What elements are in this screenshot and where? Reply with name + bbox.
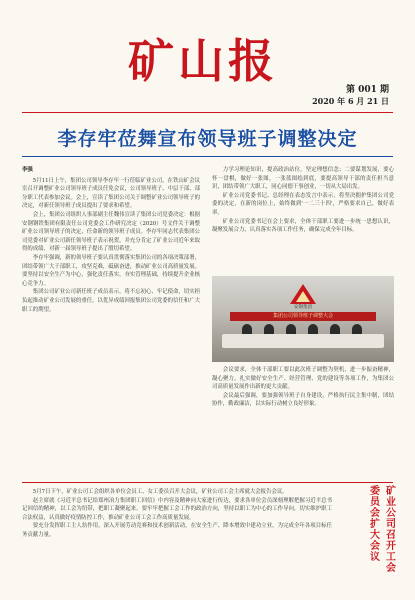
- company-logo-icon: [288, 282, 318, 306]
- photo-banner-text: 集团公司领导班子调整大会: [272, 313, 333, 319]
- paragraph: 矿业公司党委书记、总经理在表态发言中表示，将坚决拥护集团公司党委的决定，在新的岗位上，始终做到'一二三十四'，严格要求自己，做好表率。: [212, 192, 394, 216]
- article-right-column: [212, 166, 394, 274]
- article-byline: 李强: [22, 167, 33, 173]
- bottom-article: [22, 488, 332, 596]
- masthead: [0, 0, 415, 120]
- paragraph: 会议最后强调，要加强领导班子自身建设，严格执行民主集中制，团结协作，勤政廉洁，以实际行动树立良好形象。: [212, 392, 394, 408]
- bottom-article-vertical-title: [339, 486, 397, 598]
- vertical-title-column: 矿 业 公 司 召 开 工 会: [386, 486, 396, 574]
- masthead-rule: [22, 112, 393, 113]
- paragraph: 要充分发挥职工主人翁作用，深入开展劳动竞赛和技术创新活动，在安全生产、降本增效中建功立业，为完成全年各项目标任务贡献力量。: [22, 523, 332, 538]
- meeting-photo: [212, 276, 394, 362]
- paragraph: 李存牢强调，新的领导班子要认真贯彻落实集团公司的各项决策部署，团结带领广大干部职工，攻坚克难，砥砺奋进，推动矿业公司高质量发展。要坚持以安全生产为中心，强化责任落实，夯实管理基础，持续提升企业核心竞争力。: [22, 254, 200, 287]
- article-left-column: [22, 166, 200, 474]
- article-headline: 李存牢莅舞宣布领导班子调整决定: [57, 128, 358, 150]
- paragraph: 力学习理论知识，提高政治站位，坚定理想信念；二要谋划发展，要心怀一盘棋，做好一张图，一张蓝图绘到底，要提高领导干部的责任担当意识，团结带领广大职工，同心同德干事创业，一切从大局出发。: [212, 167, 394, 191]
- article-right-column-lower: [212, 366, 394, 476]
- paragraph: 会议要求，全体干部职工要以此次班子调整为契机，进一步振奋精神，凝心聚力，扎实做好安全生产、经营管理、党的建设等各项工作，为集团公司高质量发展作出新的更大贡献。: [212, 367, 394, 391]
- headline-rule: [22, 156, 393, 157]
- vertical-title-column: 委 员 会 扩 大 会 议: [370, 486, 380, 563]
- issue-date: 2020 年 6 月 21 日: [312, 96, 389, 106]
- section-divider: [22, 482, 393, 483]
- paragraph: 矿业公司党委书记在会上要求，全体干部职工要进一步统一思想认识，凝聚发展合力，认真落实各项工作任务，确保完成全年目标。: [212, 218, 394, 234]
- paragraph: 5月11日上午，集团公司领导李存牢一行莅临矿业公司，在铁山矿会议室召开调整矿业公司领导班子成员任免会议，公司领导班子、中层干部、部分职工代表参加会议。会上，宣读了集团公司关于调整矿业公司领导班子的决定，对新任领导班子成员提出了要求和希望。: [22, 177, 200, 210]
- photo-table: [222, 334, 384, 348]
- paragraph: 5月7日下午，矿业公司工会组织各单位会员工、女工委员召开大会议，矿业公司工会主席就大会报告会议。: [32, 489, 288, 495]
- masthead-title: 矿山报: [128, 34, 278, 88]
- paragraph: 赵主席就《习近平总书记给郑州冶力集团职工回信》中内容及精神向大家进行传达，要求各单位会员深刻理解把握习近平总书记回信的精神，以工会为纽带，把职工凝聚起来。要牢牢把握工会工作的政治方向，坚持以职工为中心的工作导向，切实维护职工合法权益，认真做好疫情防控工作，推动矿业公司工会工作高质量发展。: [22, 497, 332, 521]
- issue-number: 第 001 期: [345, 85, 389, 95]
- photo-logo-text: 安钢集团: [294, 305, 312, 310]
- paragraph: 会上，集团公司组织人事部副主任魏伟宣读了集团公司党委决定：根据安钢钢铁集团有限责任公司党委会工作研究决定（2020）号文件关于调整矿业公司领导班子的决定，任命新的领导班子成员。李存牢同志代表集团公司党委对矿业公司新任领导班子表示祝贺，并充分肯定了矿业公司近年来取得的成绩，对新一届领导班子提出了殷切希望。: [22, 211, 200, 253]
- paragraph: 集团公司矿业公司新任班子成员表示，将不忘初心、牢记使命，切实担负起推动矿业公司发展的重任，以优异成绩回报集团公司党委的信任和广大职工的期望。: [22, 289, 200, 313]
